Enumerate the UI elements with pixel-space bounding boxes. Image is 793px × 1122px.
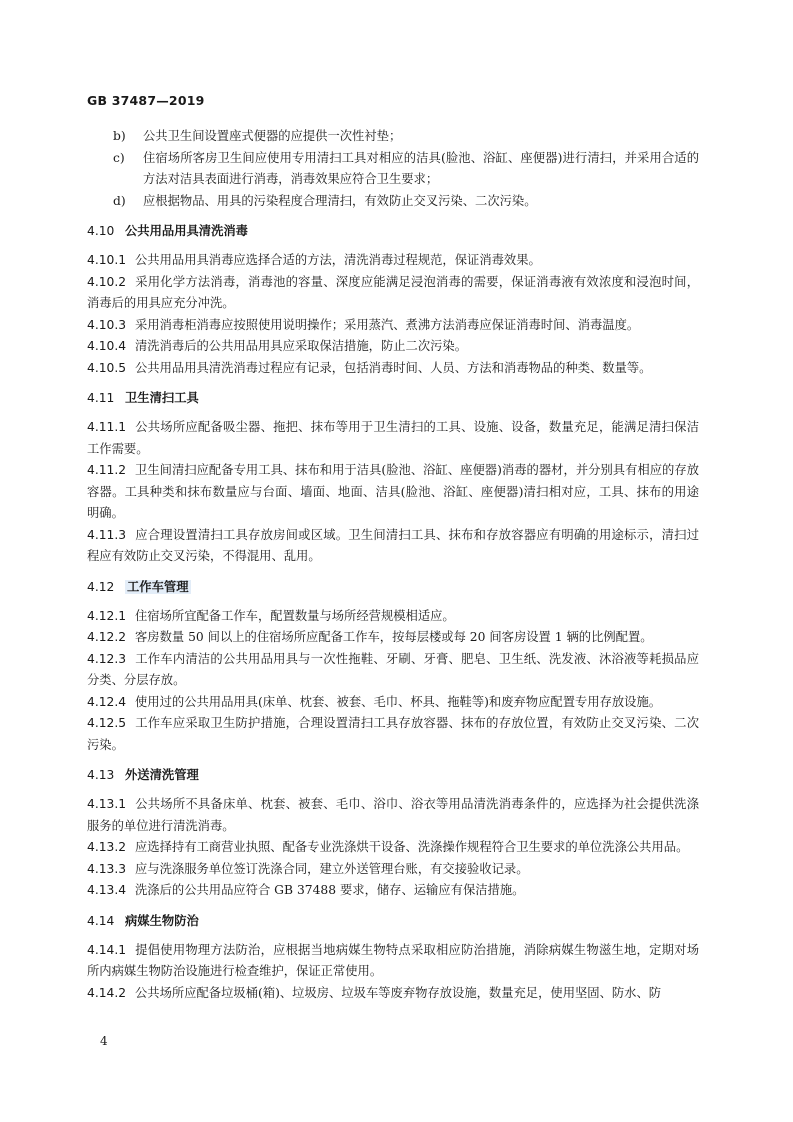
section-title: 公共用品用具清洗消毒 [125,224,248,238]
clause-number: 4.13.1 [87,797,127,811]
section-heading [87,911,699,931]
clause-text: 采用消毒柜消毒应按照使用说明操作；采用蒸汽、煮沸方法消毒应保证消毒时间、消毒温度。 [135,317,640,332]
clause [87,606,699,628]
clause [87,627,699,649]
clause-text: 公共用品用具消毒应选择合适的方法，清洗消毒过程规范，保证消毒效果。 [135,253,541,267]
section-title: 病媒生物防治 [125,913,199,928]
clause-number: 4.11.2 [87,463,127,477]
clause-number: 4.11.3 [87,527,127,542]
clause-number: 4.10.4 [87,339,127,353]
document-body [87,126,699,1004]
clause-text: 采用化学方法消毒，消毒池的容量、深度应能满足浸泡消毒的需要，保证消毒液有效浓度和浸泡时间，消毒后的用具应充分冲洗。 [87,274,699,310]
section-heading [87,577,699,597]
section-title: 卫生清扫工具 [125,391,199,405]
section-number: 4.13 [87,768,115,782]
clause-number: 4.10.1 [87,253,127,267]
list-item-text: 应根据物品、用具的污染程度合理清扫，有效防止交叉污染、二次污染。 [143,193,537,208]
clause-text: 卫生间清扫应配备专用工具、抹布和用于洁具(脸池、浴缸、座便器)消毒的器材，并分别具有相应的存放容器。工具种类和抹布数量应与台面、墙面、地面、洁具(脸池、浴缸、座便器)清扫相对应，工具、抹布的用途明确。 [87,463,699,520]
clause-text: 公共用品用具清洗消毒过程应有记录，包括消毒时间、人员、方法和消毒物品的种类、数量等。 [135,360,652,375]
clause [87,525,699,568]
clause [87,940,699,983]
list-item [87,148,699,191]
section-heading [87,765,699,785]
list-item [87,126,699,148]
clause-text: 住宿场所宜配备工作车，配置数量与场所经营规模相适应。 [135,608,455,623]
clause-number: 4.12.5 [87,716,127,730]
list-item-text: 住宿场所客房卫生间应使用专用清扫工具对相应的洁具(脸池、浴缸、座便器)进行清扫，并采用合适的方法对洁具表面进行消毒，消毒效果应符合卫生要求； [143,150,699,186]
clause-text: 工作车内清洁的公共用品用具与一次性拖鞋、牙刷、牙膏、肥皂、卫生纸、洗发液、沐浴液等耗损品应分类、分层存放。 [87,651,699,687]
clause-text: 公共场所应配备吸尘器、拖把、抹布等用于卫生清扫的工具、设施、设备，数量充足，能满足清扫保洁工作需要。 [87,420,699,456]
clause-number: 4.14.1 [87,942,127,957]
clause-text: 工作车应采取卫生防护措施，合理设置清扫工具存放容器、抹布的存放位置，有效防止交叉污染、二次污染。 [87,716,699,752]
standard-number-header: GB 37487—2019 [87,93,205,108]
clause [87,859,699,881]
clause [87,417,699,460]
clause [87,692,699,714]
clause [87,983,699,1005]
clause [87,272,699,315]
clause-number: 4.12.3 [87,651,127,666]
clause [87,358,699,380]
section-title: 工作车管理 [127,579,189,594]
section-number: 4.12 [87,579,115,594]
clause-text: 提倡使用物理方法防治，应根据当地病媒生物特点采取相应防治措施，消除病媒生物滋生地，定期对场所内病媒生物防治设施进行检查维护，保证正常使用。 [87,942,699,978]
clause-number: 4.10.2 [87,274,127,289]
clause-text: 客房数量 50 间以上的住宿场所应配备工作车，按每层楼或每 20 间客房设置 1 辆的比例配置。 [135,630,653,644]
clause [87,460,699,525]
clause [87,794,699,837]
page-number: 4 [100,1034,108,1048]
list-block [87,126,699,212]
clause-number: 4.10.5 [87,360,127,375]
list-item [87,191,699,213]
section-heading [87,221,699,241]
clause-number: 4.13.2 [87,840,127,854]
clause-text: 应合理设置清扫工具存放房间或区域。卫生间清扫工具、抹布和存放容器应有明确的用途标示，清扫过程应有效防止交叉污染，不得混用、乱用。 [87,527,699,563]
clause-number: 4.13.3 [87,861,127,876]
clause-text: 清洗消毒后的公共用品用具应采取保洁措施，防止二次污染。 [135,339,468,353]
section-heading [87,388,699,408]
clause-text: 公共场所不具备床单、枕套、被套、毛巾、浴巾、浴衣等用品清洗消毒条件的，应选择为社会提供洗涤服务的单位进行清洗消毒。 [87,797,699,833]
clause [87,649,699,692]
list-item-label: c) [113,150,125,165]
clause [87,250,699,272]
clause [87,336,699,358]
clause [87,880,699,902]
list-item-text: 公共卫生间设置座式便器的应提供一次性衬垫； [143,129,402,143]
clause-number: 4.12.4 [87,694,127,709]
clause [87,713,699,756]
list-item-label: b) [113,129,126,143]
section-number: 4.10 [87,224,115,238]
clause-number: 4.14.2 [87,985,127,1000]
clause [87,837,699,859]
section-title: 外送清洗管理 [125,768,199,782]
section-number: 4.11 [87,391,115,405]
clause [87,315,699,337]
clause-text: 洗涤后的公共用品应符合 GB 37488 要求，储存、运输应有保洁措施。 [135,883,525,897]
clause-text: 应与洗涤服务单位签订洗涤合同，建立外送管理台账，有交接验收记录。 [135,861,529,876]
clause-text: 公共场所应配备垃圾桶(箱)、垃圾房、垃圾车等废弃物存放设施，数量充足，使用坚固、防水、防 [135,985,662,1000]
list-item-label: d) [113,193,126,208]
clause-number: 4.12.1 [87,608,127,623]
section-number: 4.14 [87,913,115,928]
clause-number: 4.13.4 [87,883,127,897]
clause-text: 使用过的公共用品用具(床单、枕套、被套、毛巾、杯具、拖鞋等)和废弃物应配置专用存放设施。 [135,694,662,709]
clause-text: 应选择持有工商营业执照、配备专业洗涤烘干设备、洗涤操作规程符合卫生要求的单位洗涤公共用品。 [135,840,689,854]
clause-number: 4.11.1 [87,420,127,434]
clause-number: 4.10.3 [87,317,127,332]
clause-number: 4.12.2 [87,630,127,644]
